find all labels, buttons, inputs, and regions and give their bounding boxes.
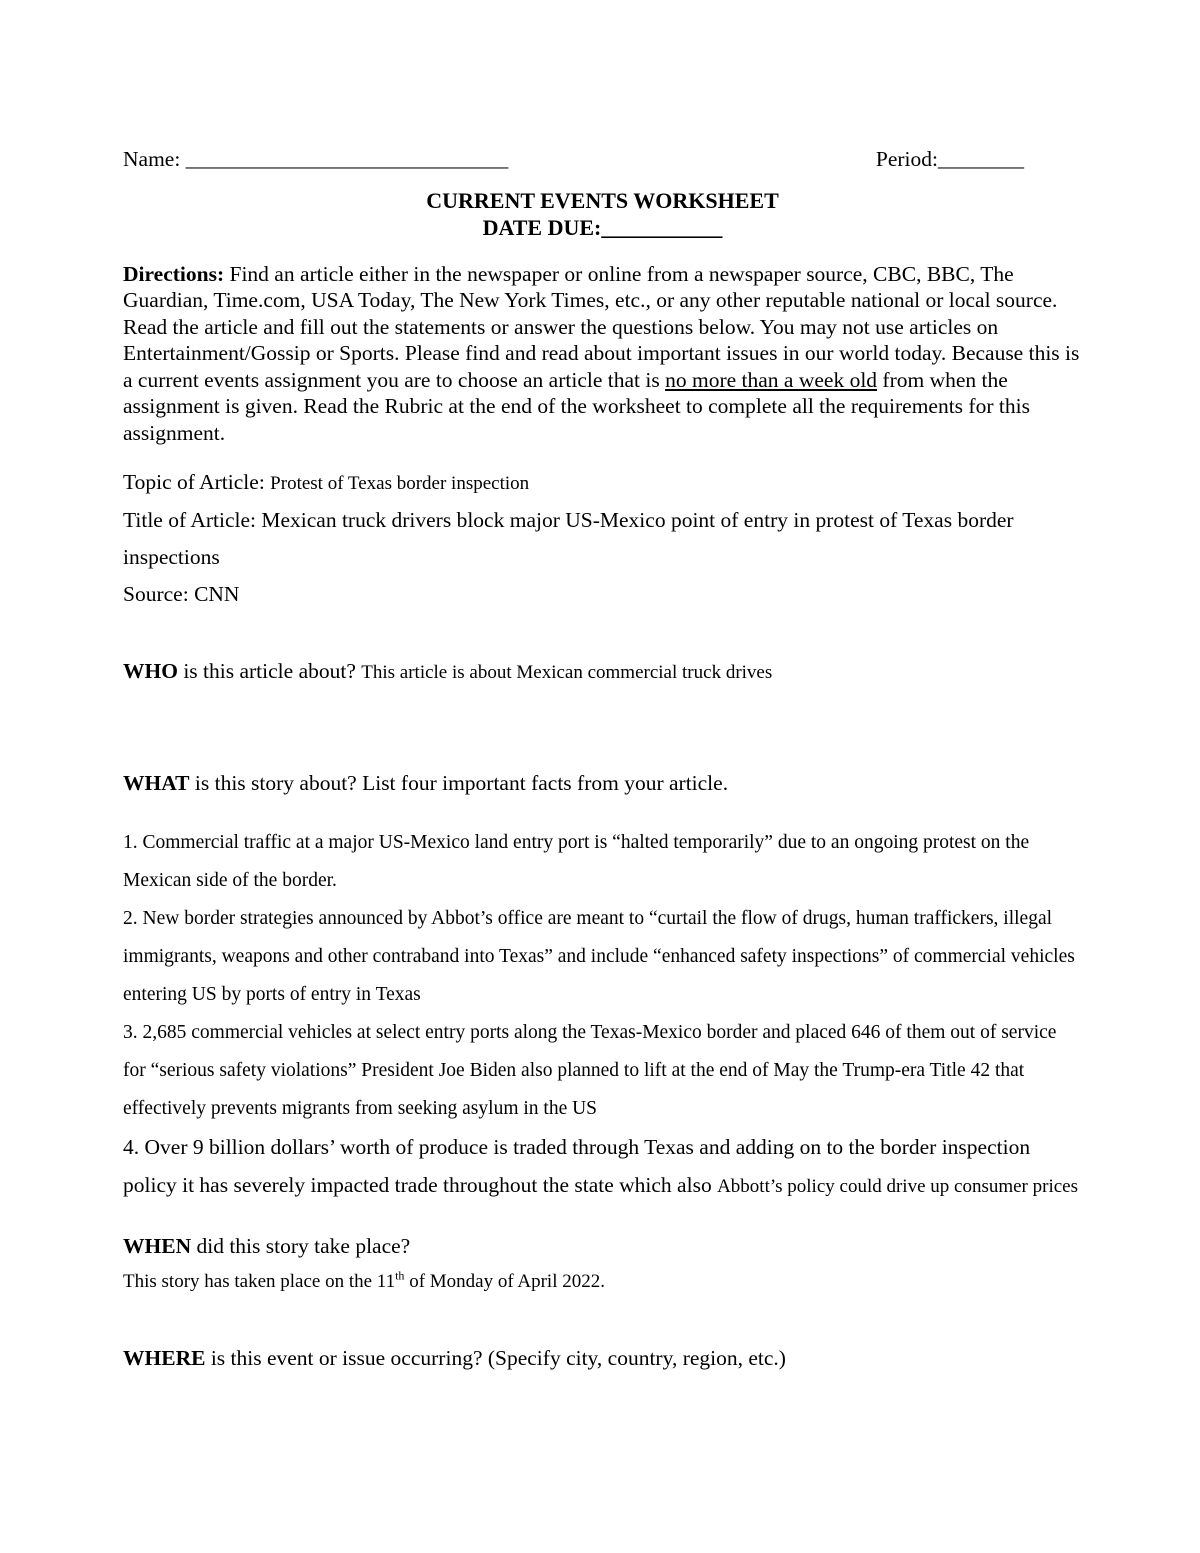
where-question-line — [123, 1345, 1082, 1372]
fact-number: 1. — [123, 832, 138, 853]
title-label: Title of Article: — [123, 508, 256, 532]
fact-number: 4. — [123, 1135, 140, 1159]
when-question-line — [123, 1233, 1082, 1260]
directions-paragraph — [123, 261, 1082, 447]
document-title: CURRENT EVENTS WORKSHEET — [426, 187, 779, 213]
topic-label: Topic of Article: — [123, 470, 265, 494]
fact-text-small: Abbott’s policy could drive up consumer prices — [717, 1176, 1079, 1197]
when-keyword: WHEN — [123, 1234, 192, 1258]
name-field — [123, 146, 508, 173]
fact-number: 2. — [123, 908, 138, 929]
date-due-line — [123, 214, 1082, 241]
date-due-label: DATE DUE: — [482, 214, 602, 240]
when-answer — [123, 1270, 1082, 1294]
fact-item-2 — [123, 900, 1082, 1014]
when-answer-text-1: This story has taken place on the 11 — [123, 1270, 396, 1292]
period-blank-line: ________ — [938, 147, 1024, 171]
name-period-row — [123, 146, 1082, 173]
fact-item-3 — [123, 1014, 1082, 1128]
who-answer: This article is about Mexican commercial truck drives — [361, 662, 773, 683]
title-block — [123, 187, 1082, 241]
what-question-text: is this story about? List four important facts from your article. — [189, 770, 729, 795]
where-question-text: is this event or issue occurring? (Specify city, country, region, etc.) — [205, 1345, 786, 1370]
directions-text-2: from when the assignment is given. Read the Rubric at the end of the worksheet to complete all the requirements for this assignment. — [123, 367, 1030, 445]
name-label: Name: — [123, 147, 181, 171]
title-value: Mexican truck drivers block major US-Mexico point of entry in protest of Texas border inspections — [123, 508, 1014, 569]
title-line — [123, 502, 1082, 576]
fact-text-large: Over 9 billion dollars’ worth of produce is traded through Texas and adding on to the border inspection policy it has severely impacted trade throughout the state which also — [123, 1135, 1031, 1197]
where-keyword: WHERE — [123, 1345, 206, 1370]
fact-item-4 — [123, 1128, 1082, 1206]
fact-text: Commercial traffic at a major US-Mexico land entry port is “halted temporarily” due to an ongoing protest on the Mexican side of the border. — [123, 832, 1030, 891]
name-blank-line: ______________________________ — [185, 147, 509, 171]
source-value: CNN — [194, 582, 240, 606]
when-question-text: did this story take place? — [191, 1234, 411, 1258]
topic-value: Protest of Texas border inspection — [270, 473, 530, 494]
who-question-text: is this article about? — [177, 659, 362, 683]
when-answer-text-2: of Monday of April 2022. — [404, 1270, 605, 1292]
article-info-block — [123, 464, 1082, 613]
who-question-line — [123, 658, 1082, 687]
directions-text-1: Find an article either in the newspaper or online from a newspaper source, CBC, BBC, The Guardian, Time.com, USA Today, The New York Times, etc., or any other reputable national or local source. Read the article and fill out the statements or answer the questions below. You may not use articles on Entertainment/Gossip or Sports. Please find and read about important issues in our world today. Because this is a current events assignment you are to choose an article that is — [123, 261, 1080, 392]
period-field — [876, 146, 1024, 173]
source-line — [123, 576, 1082, 613]
date-due-blank-line: ___________ — [601, 214, 723, 240]
topic-line — [123, 464, 1082, 502]
facts-list — [123, 824, 1082, 1206]
who-keyword: WHO — [123, 659, 178, 683]
when-answer-superscript: th — [395, 1268, 405, 1283]
fact-number: 3. — [123, 1022, 138, 1043]
fact-text: 2,685 commercial vehicles at select entry ports along the Texas-Mexico border and placed 646 of them out of service for “serious safety violations” President Joe Biden also planned to lift at the end of May the Trump-era Title 42 that effectively prevents migrants from seeking asylum in the US — [123, 1022, 1057, 1119]
directions-underlined-phrase: no more than a week old — [665, 367, 878, 392]
directions-label: Directions: — [123, 261, 225, 286]
what-keyword: WHAT — [123, 770, 190, 795]
fact-item-1 — [123, 824, 1082, 900]
what-question-line — [123, 770, 1082, 797]
source-label: Source: — [123, 582, 189, 606]
period-label: Period: — [875, 147, 938, 171]
fact-text: New border strategies announced by Abbot’s office are meant to “curtail the flow of drugs, human traffickers, illegal immigrants, weapons and other contraband into Texas” and include “enhanced safety inspections” of commercial vehicles entering US by ports of entry in Texas — [123, 908, 1075, 1005]
